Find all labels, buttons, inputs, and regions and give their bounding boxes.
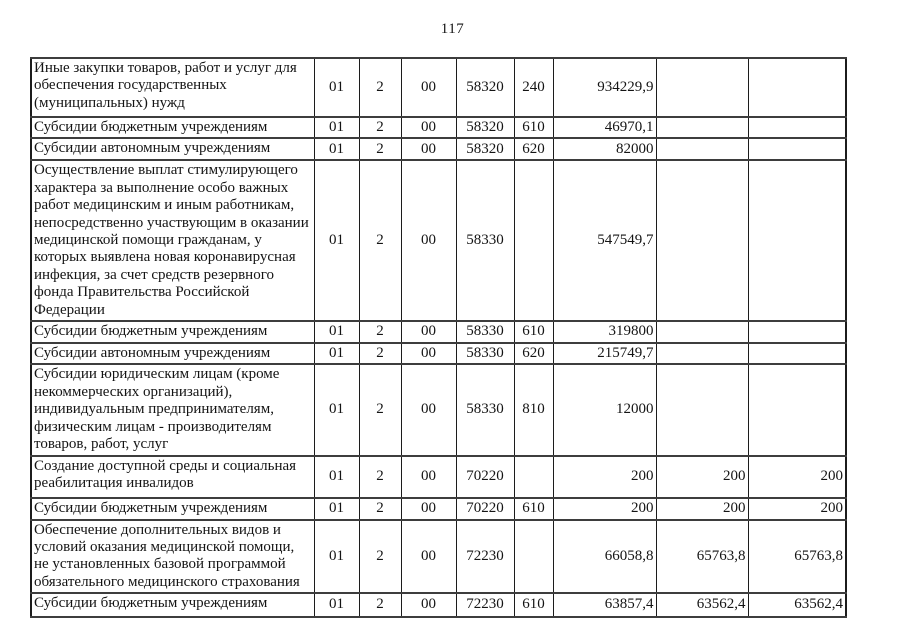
cell-code: 620 xyxy=(514,343,553,364)
cell-code: 240 xyxy=(514,58,553,117)
page-number: 117 xyxy=(440,21,465,37)
cell-code: 2 xyxy=(359,117,401,138)
cell-description: Субсидии автономным учреждениям xyxy=(31,138,314,160)
cell-description: Субсидии бюджетным учреждениям xyxy=(31,593,314,617)
cell-amount xyxy=(656,343,748,364)
cell-code: 2 xyxy=(359,343,401,364)
cell-code: 610 xyxy=(514,117,553,138)
cell-code: 2 xyxy=(359,498,401,520)
table-row xyxy=(31,343,846,364)
cell-amount: 200 xyxy=(553,456,656,498)
cell-code: 610 xyxy=(514,593,553,617)
cell-code: 58320 xyxy=(456,117,514,138)
cell-amount xyxy=(748,364,846,455)
cell-amount xyxy=(656,160,748,321)
cell-code: 00 xyxy=(401,498,456,520)
cell-code: 01 xyxy=(314,456,359,498)
cell-code: 00 xyxy=(401,343,456,364)
cell-code: 01 xyxy=(314,117,359,138)
cell-code: 01 xyxy=(314,364,359,455)
cell-amount: 66058,8 xyxy=(553,520,656,594)
cell-code: 2 xyxy=(359,364,401,455)
budget-table-body xyxy=(31,58,846,617)
cell-amount: 65763,8 xyxy=(748,520,846,594)
cell-amount: 63857,4 xyxy=(553,593,656,617)
cell-amount: 82000 xyxy=(553,138,656,160)
cell-amount xyxy=(656,58,748,117)
cell-amount: 547549,7 xyxy=(553,160,656,321)
cell-amount xyxy=(748,58,846,117)
cell-code: 01 xyxy=(314,593,359,617)
cell-description: Субсидии бюджетным учреждениям xyxy=(31,117,314,138)
cell-code: 01 xyxy=(314,321,359,343)
cell-code: 2 xyxy=(359,321,401,343)
cell-code: 00 xyxy=(401,593,456,617)
cell-code: 00 xyxy=(401,520,456,594)
cell-amount xyxy=(748,160,846,321)
table-row xyxy=(31,593,846,617)
cell-code: 70220 xyxy=(456,456,514,498)
cell-amount: 200 xyxy=(656,498,748,520)
cell-code: 620 xyxy=(514,138,553,160)
cell-description: Обеспечение дополнительных видов и условий оказания медицинской помощи, не установленных базовой программой обязательного медицинского страхования xyxy=(31,520,314,594)
cell-code: 01 xyxy=(314,520,359,594)
cell-code: 01 xyxy=(314,343,359,364)
cell-code: 810 xyxy=(514,364,553,455)
cell-code: 01 xyxy=(314,138,359,160)
table-row xyxy=(31,138,846,160)
cell-code: 58330 xyxy=(456,160,514,321)
cell-code: 72230 xyxy=(456,593,514,617)
cell-amount: 934229,9 xyxy=(553,58,656,117)
cell-description: Субсидии юридическим лицам (кроме некоммерческих организаций), индивидуальным предпринимателям, физическим лицам - производителям товаров, работ, услуг xyxy=(31,364,314,455)
cell-amount: 12000 xyxy=(553,364,656,455)
cell-amount xyxy=(656,364,748,455)
cell-amount: 215749,7 xyxy=(553,343,656,364)
cell-code: 01 xyxy=(314,58,359,117)
cell-code: 58320 xyxy=(456,58,514,117)
cell-amount: 200 xyxy=(553,498,656,520)
cell-description: Субсидии бюджетным учреждениям xyxy=(31,321,314,343)
cell-amount: 63562,4 xyxy=(748,593,846,617)
table-row xyxy=(31,321,846,343)
cell-code: 00 xyxy=(401,117,456,138)
cell-description: Субсидии автономным учреждениям xyxy=(31,343,314,364)
cell-amount xyxy=(748,117,846,138)
cell-code: 2 xyxy=(359,593,401,617)
cell-amount: 200 xyxy=(748,498,846,520)
table-row xyxy=(31,364,846,455)
cell-code xyxy=(514,160,553,321)
cell-code: 00 xyxy=(401,138,456,160)
table-row xyxy=(31,58,846,117)
cell-amount xyxy=(656,138,748,160)
table-row xyxy=(31,456,846,498)
cell-code: 00 xyxy=(401,364,456,455)
cell-amount: 200 xyxy=(656,456,748,498)
table-row xyxy=(31,117,846,138)
cell-code: 70220 xyxy=(456,498,514,520)
cell-code: 00 xyxy=(401,160,456,321)
cell-code: 00 xyxy=(401,58,456,117)
cell-description: Осуществление выплат стимулирующего характера за выполнение особо важных работ медицинским и иным работникам, непосредственно участвующим в оказании медицинской помощи гражданам, у которых выявлена новая коронавирусная инфекция, за счет средств резервного фонда Правительства Российской Федерации xyxy=(31,160,314,321)
cell-code: 58330 xyxy=(456,321,514,343)
cell-code xyxy=(514,456,553,498)
cell-amount: 319800 xyxy=(553,321,656,343)
cell-amount xyxy=(656,321,748,343)
cell-description: Создание доступной среды и социальная реабилитация инвалидов xyxy=(31,456,314,498)
cell-code: 610 xyxy=(514,498,553,520)
cell-code: 2 xyxy=(359,160,401,321)
cell-code: 2 xyxy=(359,138,401,160)
cell-code: 58320 xyxy=(456,138,514,160)
cell-amount: 46970,1 xyxy=(553,117,656,138)
cell-description: Субсидии бюджетным учреждениям xyxy=(31,498,314,520)
table-row xyxy=(31,160,846,321)
table-row xyxy=(31,520,846,594)
cell-amount: 65763,8 xyxy=(656,520,748,594)
budget-table xyxy=(30,57,847,618)
cell-code: 01 xyxy=(314,498,359,520)
cell-amount xyxy=(748,343,846,364)
cell-code xyxy=(514,520,553,594)
cell-code: 2 xyxy=(359,456,401,498)
cell-code: 2 xyxy=(359,58,401,117)
cell-code: 00 xyxy=(401,321,456,343)
table-row xyxy=(31,498,846,520)
cell-amount xyxy=(748,138,846,160)
cell-amount xyxy=(656,117,748,138)
cell-amount: 200 xyxy=(748,456,846,498)
cell-amount xyxy=(748,321,846,343)
cell-code: 610 xyxy=(514,321,553,343)
cell-amount: 63562,4 xyxy=(656,593,748,617)
cell-code: 01 xyxy=(314,160,359,321)
cell-description: Иные закупки товаров, работ и услуг для обеспечения государственных (муниципальных) нужд xyxy=(31,58,314,117)
cell-code: 58330 xyxy=(456,343,514,364)
cell-code: 58330 xyxy=(456,364,514,455)
cell-code: 00 xyxy=(401,456,456,498)
cell-code: 72230 xyxy=(456,520,514,594)
cell-code: 2 xyxy=(359,520,401,594)
